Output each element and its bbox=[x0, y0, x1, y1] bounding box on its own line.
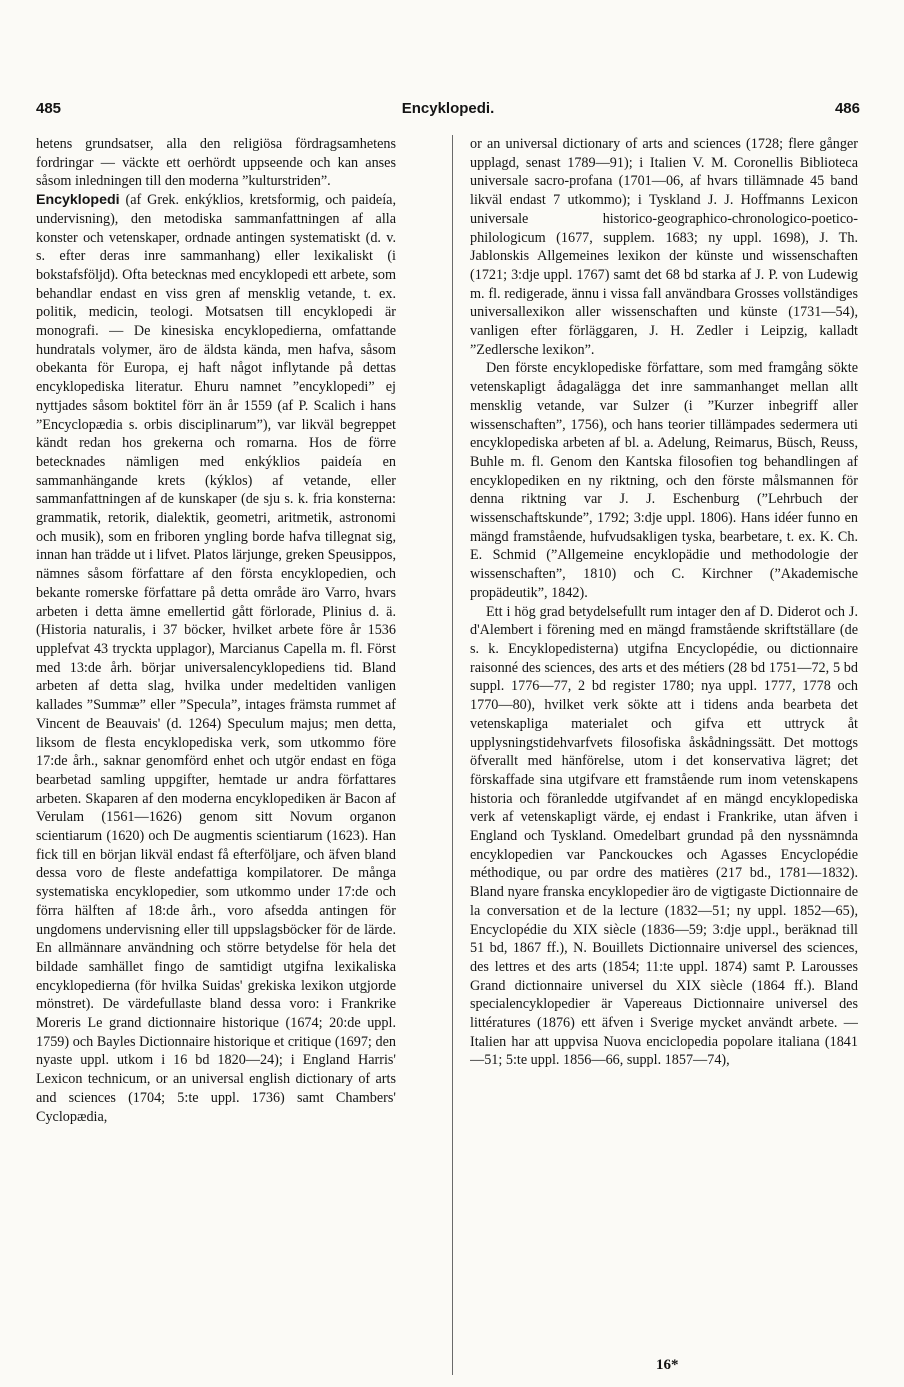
paragraph-entry bbox=[36, 191, 396, 1126]
paragraph-author: Den förste encyklopediske författare, som med framgång sökte vetenskapligt ådagalägga det inre sammanhanget mellan allt mensklig vetande, var Sulzer (i ”Kurzer inbegriff aller wissenschaften”, 1756), och hans teorier tillämpades sedermera uti encyklopediska arbeten af bl. a. Adelung, Reimarus, Büsch, Reuss, Buhle m. fl. Genom den Kantska filosofien tog behandlingen af encyklopediken en ny riktning, och den förste målsmannen för denna riktning var J. J. Eschenburg (”Lehrbuch der wissenschaftskunde”, 1792; 3:dje uppl. 1806). Hans idéer funno en mängd framstående, hufvudsakligen tyska, bearbetare, t. ex. K. Ch. E. Schmid (”Allgemeine encyklopädie und methodologie der wissenschaften”, 1810) och C. Kirchner (”Akademische propädeutik”, 1842). bbox=[470, 360, 858, 601]
entry-text: (af Grek. enkýklios, kretsformig, och paideía, undervisning), den metodiska sammanfattningen af alla konster och vetenskaper, ordnade antingen systematiskt (d. v. s. efter deras inre sammanhang) eller lexikaliskt (i bokstafsföljd). Ofta betecknas med encyklopedi ett arbete, som behandlar endast en viss gren af mensklig vetande, t. ex. politik, medicin, teologi. Motsatsen till encyklopedi är monografi. — De kinesiska encyklopedierna, omfattande hundratals volymer, äro de äldsta kända, men hafva, såsom obekanta för Europa, ej haft något inflytande på dettas encyklopediska literatur. Ehuru namnet ”encyklopedi” ej nyttjades såsom boktitel förr än år 1559 (af P. Scalich i hans ”Encyclopædia s. orbis disciplinarum”), var likväl begreppet kändt redan hos grekerna och romarna. Hos de förre betecknades nämligen med enkýklios paideía en sammanhängande krets (kýklos) af vetande, eller sammanfattningen af de kunskaper (de sju s. k. fria konsterna: grammatik, retorik, dialektik, geometri, aritmetik, astronomi och musik), som en friboren yngling borde hafva tillegnat sig, innan han trädde ut i lifvet. Platos lärjunge, greken Speusippos, nämnes såsom författare af den första encyklopedien, och bekante romerske författare på detta område äro Varro, hvars arbeten i detta ämne emellertid gått förlorade, Plinius d. ä. (Historia naturalis, i 37 böcker, hvilket arbete före år 1536 upplefvat 43 tryckta upplagor), Marcianus Capella m. fl. Först med 13:de årh. börjar universalencyklopediens tid. Bland arbeten af detta slag, hvilka under medeltiden vanligen kallades ”Summæ” eller ”Specula”, intages främsta rummet af Vincent de Beauvais' (d. 1264) Speculum majus; men detta, liksom de flesta encyklopediska verk, som utkommo före 17:de årh., saknar genomförd enhet och utgör endast en föga bearbetad samling uppgifter, hemtade ur andra författares arbeten. Skaparen af den moderna encyklopediken är Bacon af Verulam (1561—1626) genom sitt Novum organon scientiarum (1620) och De augmentis scientiarum (1623). Han fick till en början likväl endast få efterföljare, och äfven bland dessa voro de fleste andefattiga kompilatorer. De många systematiska encyklopedier, som utkommo under 17:de och förra hälften af 18:de årh., voro afsedda antingen för ungdomens undervisning eller till uppslagsböcker för de lärde. En allmännare användning och större betydelse för hela det bildade samhället fingo de samtidigt utgifna lexikaliska encyklopedierna (för hvilka Suidas' grekiska lexikon utgjorde mönstret). De värdefullaste bland dessa voro: i Frankrike Moreris Le grand dictionnaire historique (1674; 20:de uppl. 1759) och Bayles Dictionnaire historique et critique (1697; den nyaste uppl. utkom i 16 bd 1820—24); i England Harris' Lexicon technicum, or an universal english dictionary of arts and sciences (1704; 5:te uppl. 1736) samt Chambers' Cyclopædia, bbox=[36, 192, 396, 1125]
entry-headword: Encyklopedi bbox=[36, 192, 120, 209]
left-column bbox=[36, 135, 396, 1350]
paragraph-encyclopedie: Ett i hög grad betydelsefullt rum intager den af D. Diderot och J. d'Alembert i förening med en mängd framstående skriftställare (de s. k. Encyklopedisterna) utgifna Encyclopédie, ou dictionnaire raisonné des sciences, des arts et des métiers (28 bd 1751—72, 5 bd suppl. 1776—77, 2 bd register 1780; nya uppl. 1777, 1778 och 1770—80), hvilket verk sökte att i tidens anda bearbeta det vetenskapliga materialet och gifva ett uttryck åt upplysningstidehvarfvets filosofiska åskådningssätt. Det mottogs öfverallt med hänförelse, utom i det konservativa lägret; det förskaffade sina utgifvare ett framstående rum inom vetenskapens historia och föranledde utgifvandet af en mängd encyklopediska verk af vetenskapligt värde, ej endast i Frankrike, utan äfven i England och Tyskland. Omedelbart grundad på den nyssnämnda encyklopedien var Panckouckes och Agasses Encyclopédie méthodique, ou par ordre des matières (217 bd., 1781—1832). Bland nyare franska encyklopedier äro de vigtigaste Dictionnaire de la conversation et de la lecture (1832—51; ny uppl. 1852—65), Encyclopédie du XIX siècle (1836—59; 3:dje uppl., beräknad till 51 bd, 1867 ff.), N. Bouillets Dictionnaire universel des sciences, des lettres et des arts (1854; 11:te uppl. 1874) samt P. Larousses Grand dictionnaire universel du XIX siècle (1864 ff.). Bland specialencyklopedier är Vapereaus Dictionnaire universel des littératures (1876) ett äfven i Sverige mycket användt arbete. — Italien har att uppvisa Nuova enciclopedia popolare italiana (1841—51; 5:te uppl. 1856—66, suppl. 1857—74), bbox=[470, 603, 858, 1069]
right-column bbox=[470, 135, 858, 1350]
signature-mark: 16* bbox=[656, 1357, 679, 1373]
page-number-right: 486 bbox=[834, 100, 860, 117]
running-title: Encyklopedi. bbox=[401, 100, 495, 117]
column-divider bbox=[452, 135, 453, 1375]
paragraph-continuation-right: or an universal dictionary of arts and sciences (1728; flere gånger upplagd, senast 1789—91); i Italien V. M. Coronellis Biblioteca universale sacro-profana (1701—06, af hvars tillämnade 45 band likväl endast 7 utkommo); i Tyskland J. J. Hoffmanns Lexicon universale historico-geographico-chronologico-poetico-philologicum (1677, supplem. 1683; ny uppl. 1698), J. Th. Jablonskis Allgemeines lexikon der künste und wissenschaften (1721; 3:dje uppl. 1767) samt det 68 bd starka af J. P. von Ludewig m. fl. redigerade, ännu i vissa fall användbara Grosses vollständiges universallexikon aller wissenschaften und künste (1731—54), vanligen efter förläggaren, J. H. Zedler i Leipzig, kalladt ”Zedlersche lexikon”. bbox=[470, 136, 858, 358]
paragraph-continuation: hetens grundsatser, alla den religiösa fördragsamhetens fordringar — väckte ett oerhördt uppseende och kan anses såsom inledningen till den moderna ”kulturstriden”. bbox=[36, 136, 396, 190]
page-header bbox=[36, 100, 860, 124]
page-number-left: 485 bbox=[36, 100, 62, 117]
